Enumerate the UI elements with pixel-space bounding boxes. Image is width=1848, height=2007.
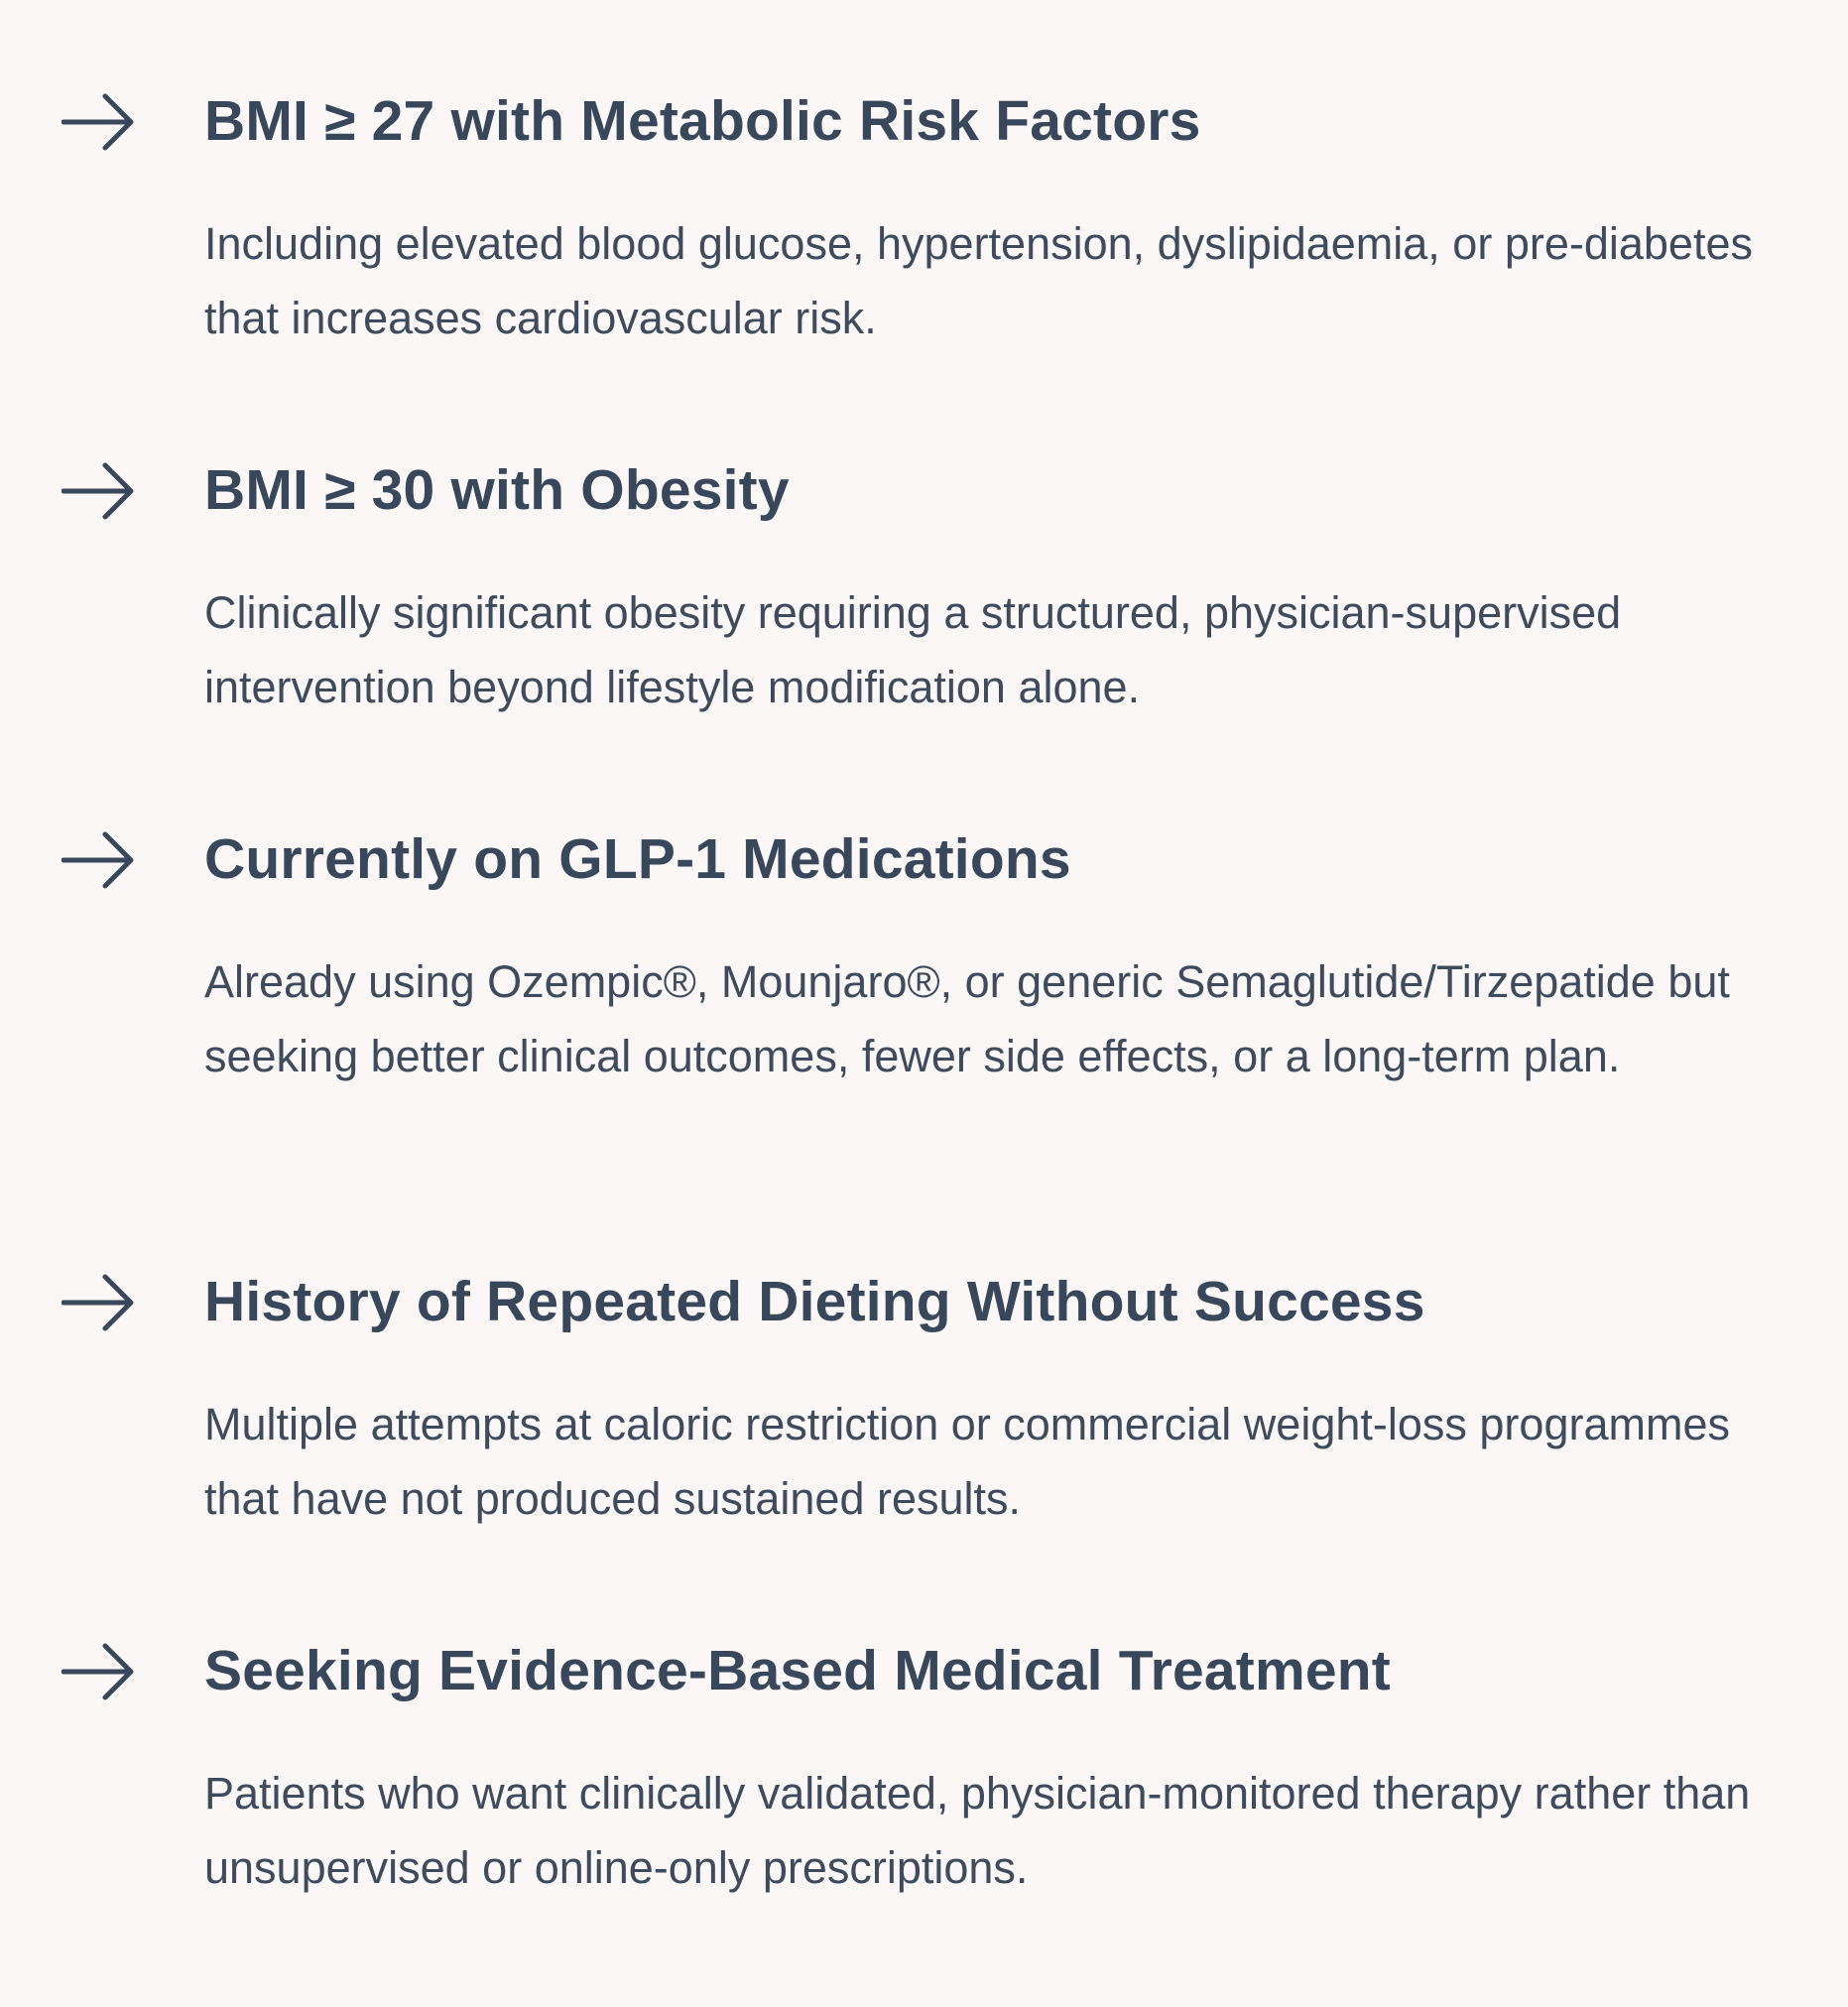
arrow-right-icon [62,459,137,523]
arrow-right-icon [62,828,137,892]
arrow-right-icon [62,90,137,154]
criteria-description: Including elevated blood glucose, hypertension, dyslipidaemia, or pre-diabetes that increases cardiovascular risk. [204,218,1753,343]
criteria-description: Patients who want clinically validated, physician-monitored therapy rather than unsupervised or online-only prescriptions. [204,1768,1751,1893]
arrow-right-icon [62,1271,137,1334]
criteria-description: Already using Ozempic®, Mounjaro®, or generic Semaglutide/Tirzepatide but seeking better clinical outcomes, fewer side effects, or a long-term plan. [204,956,1730,1081]
criteria-title: Currently on GLP-1 Medications [204,827,1071,891]
criteria-title: Seeking Evidence-Based Medical Treatment [204,1639,1391,1702]
criteria-description: Multiple attempts at caloric restriction or commercial weight-loss programmes that have not produced sustained results. [204,1399,1730,1524]
arrow-right-icon [62,1640,137,1703]
criteria-title: BMI ≥ 27 with Metabolic Risk Factors [204,89,1201,153]
criteria-title: History of Repeated Dieting Without Success [204,1270,1425,1333]
criteria-title: BMI ≥ 30 with Obesity [204,458,790,522]
criteria-description: Clinically significant obesity requiring a structured, physician-supervised intervention beyond lifestyle modification alone. [204,587,1622,712]
